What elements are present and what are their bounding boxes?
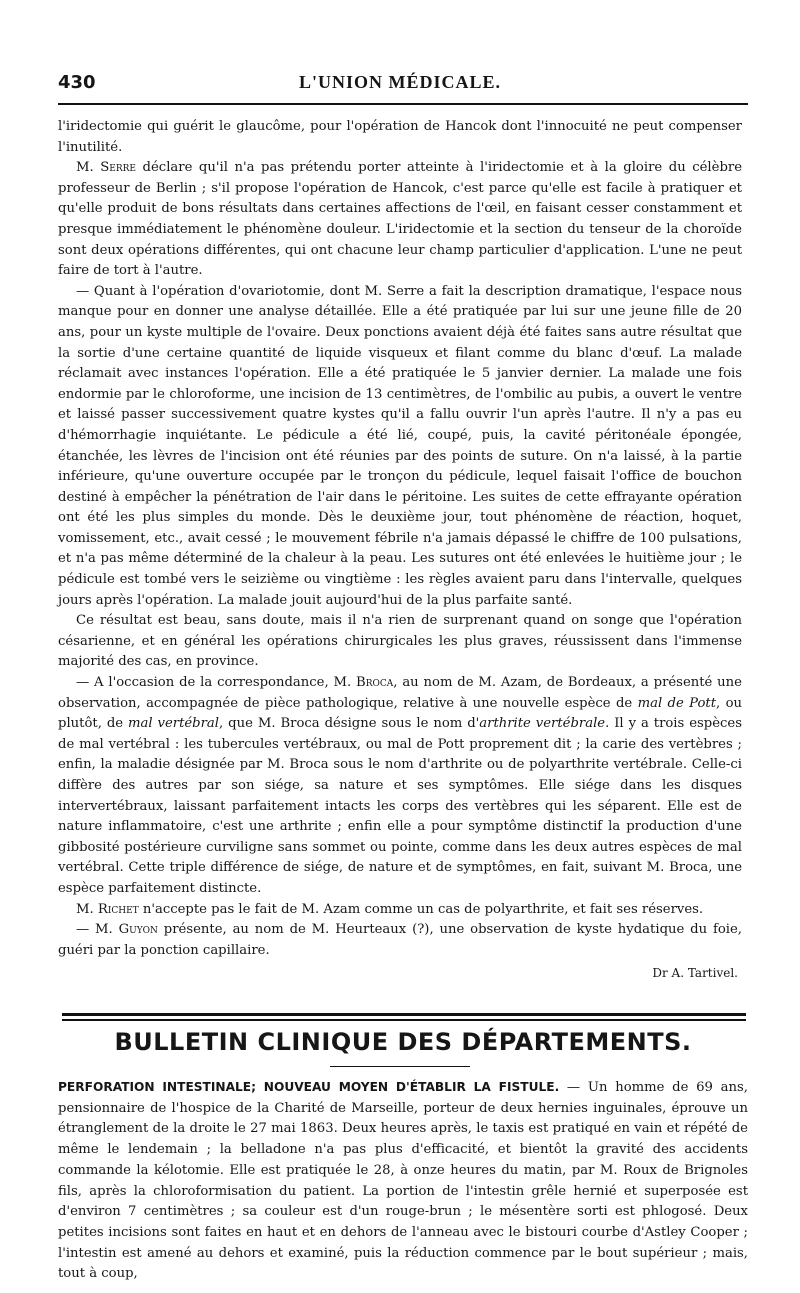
bulletin-body xyxy=(58,1077,748,1285)
text-run: — A l'occasion de la correspondance, M. xyxy=(76,675,357,691)
text-run: , au nom de M. Azam, de Bordeaux, a présenté une observation, accompagnée de pièce pathologique, relative à une nouvelle espèce de xyxy=(58,675,742,711)
paragraph xyxy=(58,117,742,158)
bulletin-subhead: PERFORATION INTESTINALE; NOUVEAU MOYEN D'ÉTABLIR LA FISTULE. xyxy=(58,1080,560,1094)
text-run: Ce résultat est beau, sans doute, mais il n'a rien de surprenant quand on songe que l'opération césarienne, et en général les opérations chirurgicales les plus graves, réussissent dans l'immense majorité des cas, en province. xyxy=(58,613,742,670)
paragraph xyxy=(58,920,742,961)
running-title: L'UNION MÉDICALE. xyxy=(298,72,502,92)
page-number: 430 xyxy=(58,72,96,93)
signature: Dr A. Tartivel. xyxy=(652,966,738,981)
page-header xyxy=(58,72,742,102)
name-run: Broca xyxy=(356,675,394,691)
bulletin-paragraph xyxy=(58,1077,748,1285)
title-underline xyxy=(330,1066,470,1067)
italic-run: mal vertébral xyxy=(128,716,220,732)
article-body xyxy=(58,117,742,984)
paragraph xyxy=(58,282,742,612)
italic-run: mal de Pott xyxy=(637,695,717,711)
text-run: M. xyxy=(76,901,98,917)
name-run: Richet xyxy=(97,901,139,917)
text-run: présente, au nom de M. Heurteaux (?), une observation de kyste hydatique du foie, guéri par la ponction capillaire. xyxy=(58,922,742,958)
text-run: , que M. Broca désigne sous le nom d' xyxy=(219,716,480,732)
section-divider xyxy=(62,1013,746,1021)
name-run: Guyon xyxy=(118,922,158,938)
text-run: — Quant à l'opération d'ovariotomie, dont M. Serre a fait la description dramatique, l'espace nous manque pour en donner une analyse détaillée. Elle a été pratiquée par lui sur une jeune fille de 20 ans, pour un kyste multiple de l'ovaire. Deux ponctions avaient déjà été faites sans autre résultat que la sortie d'une certaine quantité de liquide visqueux et filant comme du blanc d'œuf. La malade réclamait avec instances l'opération. Elle a été pratiquée le 5 janvier dernier. La malade une fois endormie par le chloroforme, une incision de 13 centimètres, de l'ombilic au pubis, a ouvert le ventre et laissé passer successivement quatre kystes qu'il a fallu ouvrir l'un après l'autre. Il n'y a pas eu d'hémorrhagie inquiétante. Le pédicule a été lié, coupé, puis, la cavité péritonéale épongée, étanchée, les lèvres de l'incision ont été réunies par des points de suture. On n'a laissé, à la partie inférieure, qu'une ouverture occupée par le tronçon du pédicule, lequel faisait l'office de bouchon destiné à empêcher la pénétration de l'air dans le péritoine. Les suites de cette effrayante opération ont été les plus simples du monde. Dès le deuxième jour, tout phénomène de réaction, hoquet, vomissement, etc., avait cessé ; le mouvement fébrile n'a jamais dépassé le chiffre de 100 pulsations, et n'a pas même déterminé de la chaleur à la peau. Les sutures ont été enlevées le huitième jour ; le pédicule est tombé vers le seizième ou vingtième : les règles avaient paru dans l'intervalle, quelques jours après l'opération. La malade jouit aujourd'hui de la plus parfaite santé. xyxy=(58,283,742,608)
section-title: BULLETIN CLINIQUE DES DÉPARTEMENTS. xyxy=(114,1028,692,1056)
header-rule xyxy=(58,103,748,105)
text-run: , ou plutôt, de xyxy=(58,695,742,732)
name-run: Serre xyxy=(100,160,136,176)
paragraph xyxy=(58,673,742,900)
text-run: déclare qu'il n'a pas prétendu porter atteinte à l'iridectomie et à la gloire du célèbre professeur de Berlin ; s'il propose l'opération de Hancok, c'est parce qu'elle est facile à pratiquer et qu'elle produit de bons résultats dans certaines affections de l'œil, en faisant cesser constamment et presque immédiatement le phénomène douleur. L'iridectomie et la section du tenseur de la choroïde sont deux opérations différentes, qui ont chacune leur champ particulier d'application. L'une ne peut faire de tort à l'autre. xyxy=(58,160,743,279)
text-run: M. xyxy=(76,160,101,176)
paragraph xyxy=(58,611,742,673)
text-run: . Il y a trois espèces de mal vertébral : les tubercules vertébraux, ou mal de Pott proprement dit ; la carie des vertèbres ; enfin, la maladie désignée par M. Broca sous le nom d'arthrite ou de polyarthrite vertébrale. Celle-ci diffère des autres par son siége, sa nature et ses symptômes. Elle siége dans les disques intervertébraux, laissant parfaitement intacts les corps des vertèbres qui les séparent. Elle est de nature inflammatoire, c'est une arthrite ; enfin elle a pour symptôme distinctif la production d'une gibbosité postérieure curviligne sans sommet ou pointe, comme dans les deux autres espèces de mal vertébral. Cette triple différence de siége, de nature et de symptômes, en fait, suivant M. Broca, une espèce parfaitement distincte. xyxy=(58,716,743,896)
bulletin-text: — Un homme de 69 ans, pensionnaire de l'hospice de la Charité de Marseille, porteur de deux hernies inguinales, éprouve un étranglement de la droite le 27 mai 1863. Deux heures après, le taxis est pratiqué en vain et répété de même le lendemain ; la belladone n'a pas plus d'efficacité, et bientôt la gravité des accidents commande la kélotomie. Elle est pratiquée le 28, à onze heures du matin, par M. Roux de Brignoles fils, après la chloroformisation du patient. La portion de l'intestin grêle hernié et superposée est d'environ 7 centimètres ; sa couleur est d'un rouge-brun ; le mésentère sorti est phlogosé. Deux petites incisions sont faites en haut et en dehors de l'anneau avec le bistouri courbe d'Astley Cooper ; l'intestin est amené au dehors et examiné, puis la réduction commence par le bout supérieur ; mais, tout à coup, xyxy=(58,1080,748,1282)
text-run: n'accepte pas le fait de M. Azam comme un cas de polyarthrite, et fait ses réserves. xyxy=(138,901,704,917)
text-run: l'iridectomie qui guérit le glaucôme, pour l'opération de Hancok dont l'innocuité ne peut compenser l'inutilité. xyxy=(58,119,742,155)
text-run: — M. xyxy=(76,922,119,938)
italic-run: arthrite vertébrale xyxy=(479,716,606,732)
paragraph xyxy=(58,158,742,282)
paragraph xyxy=(58,900,742,921)
